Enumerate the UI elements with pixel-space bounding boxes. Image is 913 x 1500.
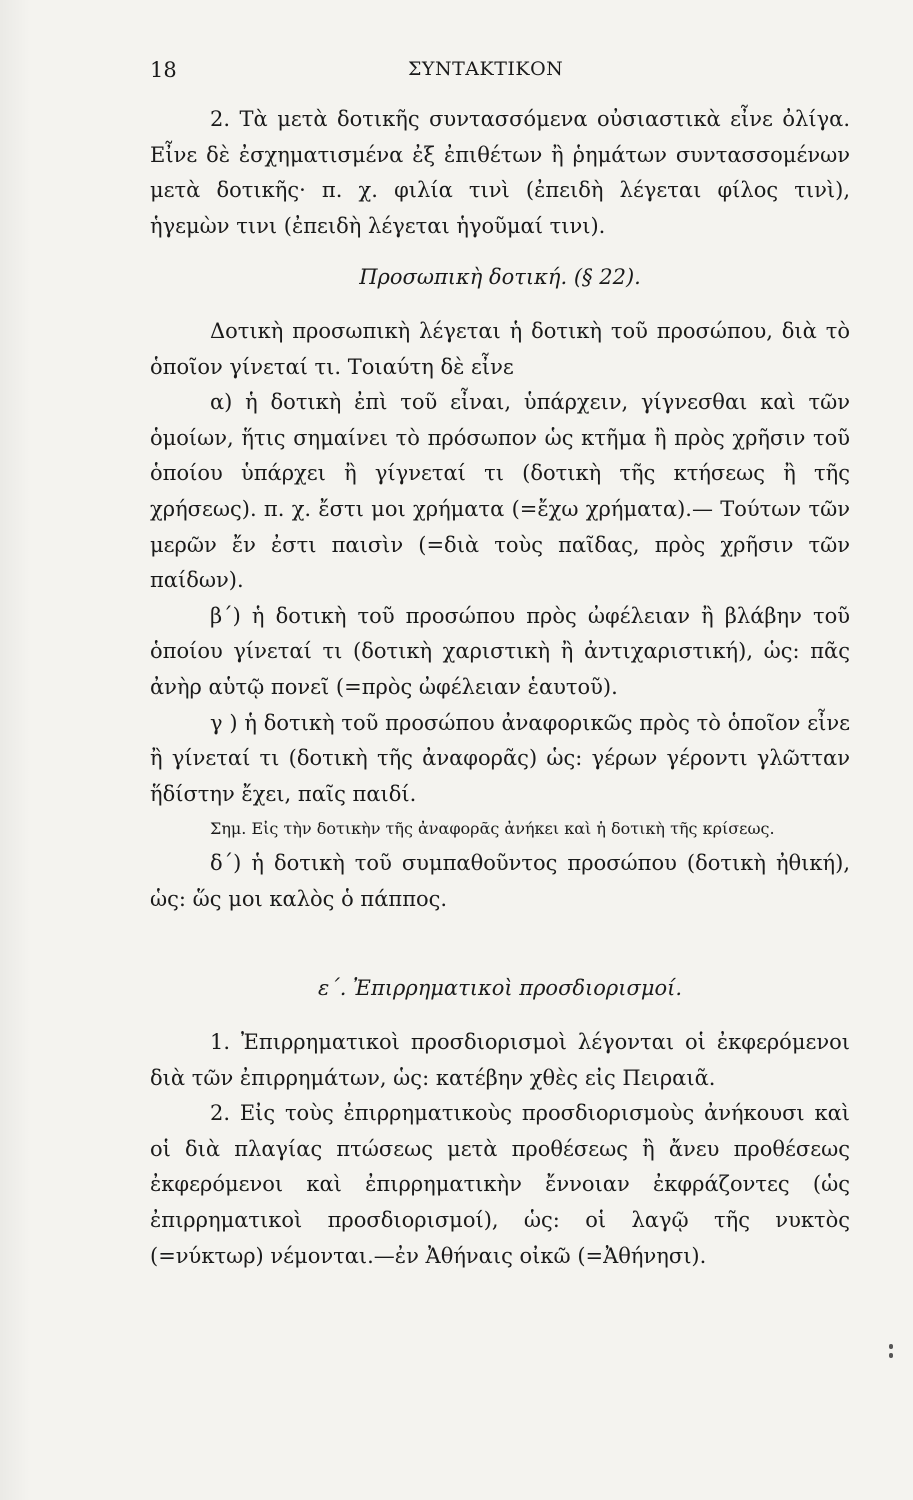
section-heading-personal-dative: Προσωπικὴ δοτική. (§ 22). bbox=[359, 265, 641, 290]
running-title: ΣΥΝΤΑΚΤΙΚΟΝ bbox=[408, 58, 564, 80]
paragraph-nouns-with-dative: 2. Τὰ μετὰ δοτικῆς συντασσόμενα οὐσιαστικὰ εἶνε ὀλίγα. Εἶνε δὲ ἐσχηματισμένα ἐξ ἐπιθέτων ἢ ῥημάτων συντασσομένων μετὰ δοτικῆς· π. χ. φιλία τινὶ (ἐπειδὴ λέγεται φίλος τινὶ), ἡγεμὼν τινι (ἐπειδὴ λέγεται ἡγοῦμαί τινι). bbox=[150, 107, 850, 238]
section-heading-adverbial: ε´. Ἐπιρρηματικοὶ προσδιορισμοί. bbox=[317, 976, 683, 1001]
paragraph-dative-advantage: β´) ἡ δοτικὴ τοῦ προσώπου πρὸς ὠφέλειαν ἢ βλάβην τοῦ ὁποίου γίνεταί τι (δοτικὴ χαριστικὴ ἢ ἀντιχαριστική), ὡς: πᾶς ἀνὴρ αὑτῷ πονεῖ (=πρὸς ὠφέλειαν ἑαυτοῦ). bbox=[150, 603, 850, 699]
paragraph-adverbial-oblique-cases: 2. Εἰς τοὺς ἐπιρρηματικοὺς προσδιορισμοὺς ἀνήκουσι καὶ οἱ διὰ πλαγίας πτώσεως μετὰ προθέσεως ἢ ἄνευ προθέσεως ἐκφερόμενοι καὶ ἐπιρρηματικὴν ἔννοιαν ἐκφράζοντες (ὡς ἐπιρρηματικοὶ προσδιορισμοί), ὡς: οἱ λαγῷ τῆς νυκτὸς (=νύκτωρ) νέμονται.—ἐν Ἀθήναις οἰκῶ (=Ἀθήνησι). bbox=[150, 1101, 850, 1268]
paragraph-adverbial-definition: 1. Ἐπιρρηματικοὶ προσδιορισμοὶ λέγονται οἱ ἐκφερόμενοι διὰ τῶν ἐπιρρημάτων, ὡς: κατέβην χθὲς εἰς Πειραιᾶ. bbox=[150, 1030, 850, 1090]
page-number: 18 bbox=[150, 58, 177, 82]
page-body bbox=[150, 102, 850, 1274]
scan-speckle bbox=[887, 1340, 895, 1370]
page-header bbox=[150, 52, 870, 92]
paragraph-dative-possession: α) ἡ δοτικὴ ἐπὶ τοῦ εἶναι, ὑπάρχειν, γίγνεσθαι καὶ τῶν ὁμοίων, ἥτις σημαίνει τὸ πρόσωπον ὡς κτῆμα ἢ πρὸς χρῆσιν τοῦ ὁποίου ὑπάρχει ἢ γίγνεταί τι (δοτικὴ τῆς κτήσεως ἢ τῆς χρήσεως). π. χ. ἔστι μοι χρήματα (=ἔχω χρήματα).— Τούτων τῶν μερῶν ἔν ἐστι παισὶν (=διὰ τοὺς παῖδας, πρὸς χρῆσιν τῶν παίδων). bbox=[150, 390, 850, 593]
section-gap bbox=[150, 917, 850, 955]
paragraph-ethical-dative: δ´) ἡ δοτικὴ τοῦ συμπαθοῦντος προσώπου (δοτικὴ ἠθική), ὡς: ὥς μοι καλὸς ὁ πάππος. bbox=[150, 851, 850, 911]
note-dative-judgment: Σημ. Εἰς τὴν δοτικὴν τῆς ἀναφορᾶς ἀνήκει καὶ ἡ δοτικὴ τῆς κρίσεως. bbox=[210, 819, 775, 839]
paragraph-personal-dative-definition: Δοτικὴ προσωπικὴ λέγεται ἡ δοτικὴ τοῦ προσώπου, διὰ τὸ ὁποῖον γίνεταί τι. Τοιαύτη δὲ εἶνε bbox=[150, 318, 850, 379]
paragraph-dative-reference: γ ) ἡ δοτικὴ τοῦ προσώπου ἀναφορικῶς πρὸς τὸ ὁποῖον εἶνε ἢ γίνεταί τι (δοτικὴ τῆς ἀναφορᾶς) ὡς: γέρων γέροντι γλῶτταν ἥδίστην ἔχει, παῖς παιδί. bbox=[150, 710, 850, 806]
page-fold-shadow bbox=[0, 0, 30, 1500]
